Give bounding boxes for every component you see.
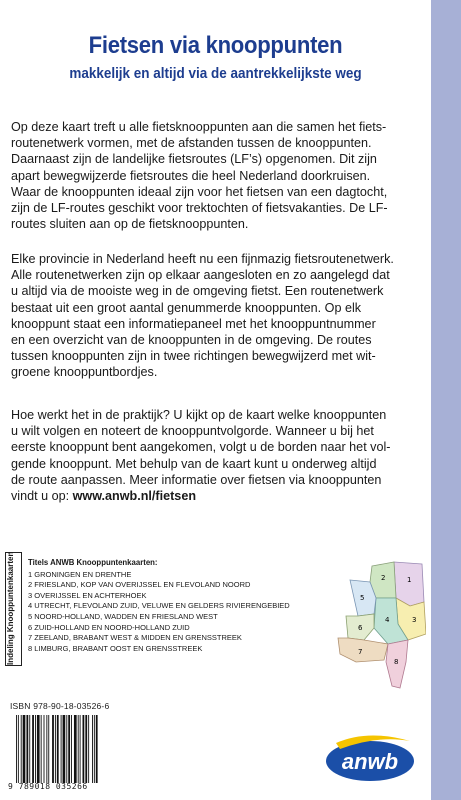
text-span: vindt u op: xyxy=(11,489,73,504)
barcode-bar xyxy=(66,715,67,783)
barcode-bar xyxy=(96,715,98,783)
logo-text: anwb xyxy=(341,749,399,774)
text-line: tussen knooppunten zijn in twee richtingen bewegwijzerd met wit- xyxy=(11,349,376,364)
barcode-bar xyxy=(74,715,77,783)
barcode-bar xyxy=(61,715,62,783)
barcode-bar xyxy=(68,715,70,783)
text-line: u altijd via de mooiste weg in de omgeving fietst. Een routenetwerk xyxy=(11,284,384,299)
map-label-1: 1 xyxy=(407,576,412,584)
barcode-bar xyxy=(41,715,42,783)
map-region-7 xyxy=(338,638,388,662)
barcode-bar xyxy=(92,715,93,783)
barcode-bar xyxy=(71,715,72,783)
anwb-logo xyxy=(318,727,418,787)
text-line: knooppunt staat een informatiepaneel met het knooppuntnummer xyxy=(11,316,376,331)
barcode-bar xyxy=(23,715,26,783)
text-line: en een overzicht van de knooppunten in de omgeving. De routes xyxy=(11,333,372,348)
paragraph-practice xyxy=(11,407,423,504)
barcode-bar xyxy=(32,715,34,783)
paragraph-intro xyxy=(11,119,423,232)
list-item: 1 GRONINGEN EN DRENTHE xyxy=(28,569,132,579)
text-line xyxy=(11,488,423,504)
map-label-8: 8 xyxy=(394,658,399,666)
barcode-digits: 9 789018 035266 xyxy=(8,782,88,791)
text-line: Daarnaast zijn de landelijke fietsroutes (LF’s) opgenomen. Dit zijn xyxy=(11,152,377,167)
barcode-bar xyxy=(46,715,47,783)
website-link[interactable]: www.anwb.nl/fietsen xyxy=(72,489,197,504)
barcode-bar xyxy=(94,715,95,783)
barcode-bar xyxy=(55,715,56,783)
text-line: zijn de LF-routes geschikt voor trektochten of fietsvakanties. De LF- xyxy=(11,201,388,216)
map-label-6: 6 xyxy=(358,624,363,632)
legend-vertical-box xyxy=(5,552,22,666)
map-label-4: 4 xyxy=(385,616,390,624)
barcode-bar xyxy=(21,715,22,783)
barcode-bar xyxy=(63,715,66,783)
list-item: 5 NOORD-HOLLAND, WADDEN EN FRIESLAND WEST xyxy=(28,611,218,621)
map-titles-list xyxy=(28,558,328,654)
list-item: 3 OVERIJSSEL EN ACHTERHOEK xyxy=(28,590,147,600)
text-line: Waar de knooppunten ideaal zijn voor het fietsen van een dagtocht, xyxy=(11,184,388,199)
barcode-bar xyxy=(85,715,87,783)
legend-vertical-label: Indeling Knooppuntenkaarten xyxy=(6,551,15,665)
text-line: routenetwerk vormen, met de afstanden tussen de knooppunten. xyxy=(11,136,372,151)
barcode-bar xyxy=(35,715,36,783)
isbn-label: ISBN 978-90-18-03526-6 xyxy=(10,701,110,711)
barcode-bar xyxy=(57,715,59,783)
map-label-2: 2 xyxy=(381,574,386,582)
list-item: 4 UTRECHT, FLEVOLAND ZUID, VELUWE EN GELDERS RIVIERENGEBIED xyxy=(28,601,290,611)
list-item: 7 ZEELAND, BRABANT WEST & MIDDEN EN GRENSSTREEK xyxy=(28,633,242,643)
text-line: routes sluiten aan op de fietsknooppunten. xyxy=(11,217,249,232)
text-line: apart bewegwijzerde fietsroutes die heel Nederland doorkruisen. xyxy=(11,168,371,183)
text-line: gende knooppunt. Met behulp van de kaart kunt u onderweg altijd xyxy=(11,456,377,471)
barcode-image xyxy=(14,715,122,785)
text-line: Hoe werkt het in de praktijk? U kijkt op de kaart welke knooppunten xyxy=(11,408,387,422)
text-line: bestaat uit een groot aantal genummerde knooppunten. Op elk xyxy=(11,300,362,315)
barcode-bar xyxy=(52,715,54,783)
paragraph-network xyxy=(11,251,423,381)
barcode-bar xyxy=(48,715,49,783)
page-title: Fietsen via knooppunten xyxy=(88,32,343,59)
barcode-bar xyxy=(16,715,17,783)
barcode-bar xyxy=(88,715,89,783)
barcode-bar xyxy=(80,715,81,783)
list-item: 2 FRIESLAND, KOP VAN OVERIJSSEL EN FLEVOLAND NOORD xyxy=(28,580,251,590)
text-line: Elke provincie in Nederland heeft nu een fijnmazig fietsroutenetwerk. xyxy=(11,252,394,266)
barcode-bar xyxy=(18,715,19,783)
barcode-bar xyxy=(78,715,79,783)
text-line: eerste knooppunt bent aangekomen, volgt u de borden naar het vol- xyxy=(11,440,391,455)
barcode-bar xyxy=(37,715,40,783)
text-line: u wilt volgen en noteert de knooppuntvolgorde. Wanneer u bij het xyxy=(11,424,374,439)
barcode-bar xyxy=(26,715,28,783)
book-spine xyxy=(431,0,461,800)
map-label-5: 5 xyxy=(360,594,365,602)
barcode-bar xyxy=(83,715,85,783)
netherlands-map-index xyxy=(336,558,426,690)
barcode-bar xyxy=(44,715,45,783)
list-item: 8 LIMBURG, BRABANT OOST EN GRENSSTREEK xyxy=(28,643,203,653)
text-line: Alle routenetwerken zijn op elkaar aangesloten en zo aangelegd dat xyxy=(11,268,390,283)
map-titles-heading: Titels ANWB Knooppuntenkaarten: xyxy=(28,558,158,567)
map-label-7: 7 xyxy=(358,648,363,656)
text-line: Op deze kaart treft u alle fietsknooppunten aan die samen het fiets- xyxy=(11,120,387,134)
page-subtitle: makkelijk en altijd via de aantrekkelijkste weg xyxy=(69,66,362,82)
text-line: de route aanpassen. Meer informatie over fietsen via knooppunten xyxy=(11,472,382,487)
text-line: groene knooppuntbordjes. xyxy=(11,365,158,380)
barcode-bar xyxy=(29,715,30,783)
map-label-3: 3 xyxy=(412,616,417,624)
list-item: 6 ZUID-HOLLAND EN NOORD-HOLLAND ZUID xyxy=(28,622,190,632)
